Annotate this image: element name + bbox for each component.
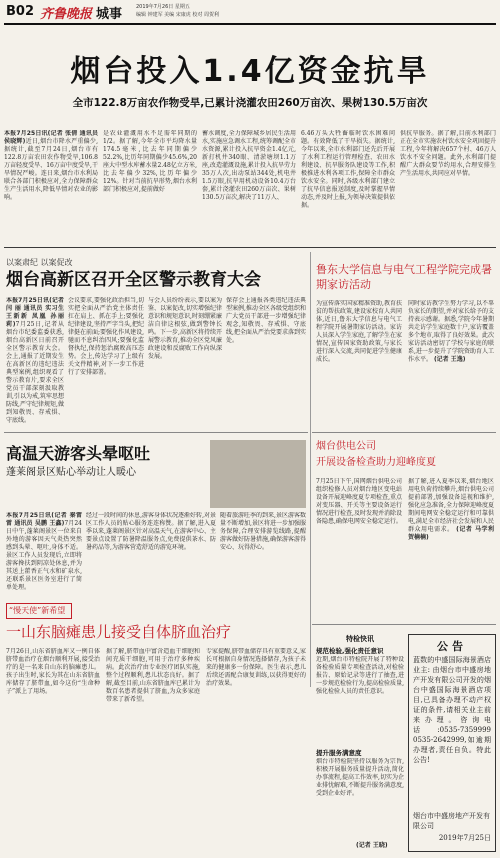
section-divider	[4, 247, 496, 248]
brief-title-2: 提升服务满意度	[316, 749, 362, 757]
notice-header: 公告	[437, 640, 467, 653]
masthead	[0, 0, 500, 22]
issue-date: 2019年7月26日 星期五	[136, 4, 190, 10]
lead-subheadline: 全市122.8万亩农作物受旱,已累计浇灌农田260万亩次、果树130.5万亩次	[72, 97, 428, 109]
edu-column-4: 保存会上通报各类违纪违法典型案例,推动全区各级党组织和广大党员干部进一步增强纪律观念,知敬畏、存戒惧、守底线,把全面从严治党要求落到实处。	[226, 297, 306, 344]
heat-headline: 高温天游客头晕呕吐	[6, 444, 151, 463]
heat-story	[6, 512, 306, 594]
edu-column-1	[6, 297, 64, 427]
power-text-2: 据了解,进入夏季以来,烟台地区用电负荷持续攀升,烟台供电公司提前部署,加强设备巡视和维护,强化应急准备,全力保障迎峰度夏期间电网安全稳定运行和可靠供电,满足全市经济社会发展和人民群众用电需求。	[408, 478, 494, 533]
edu-headline: 烟台高新区召开全区警示教育大会	[6, 270, 261, 290]
donate-column-2: 据了解,脐带血中富含造血干细胞和间充质干细胞,可用于治疗多种疾病。此次治疗由专业医疗团队实施,整个过程顺利,患儿状态良好。据了解,截至目前,山东省脐血库已累计为数百名患者提供了脐血,为众多家庭带来了新希望。	[106, 648, 200, 703]
ludong-text-2: 同时家访教学生努力学习,以不辜负家长的期望,并对家长给予的支持表示感谢。据悉,学院今年暑期共走访学生家庭数十户,家访覆盖多个地市,取得了良好效果。此次家访活动密切了学校与家庭的联系,进一步提升了学院资助育人工作水平。	[408, 300, 494, 363]
heat-subheadline: 蓬莱阁景区贴心举动让人暖心	[6, 467, 136, 478]
edu-byline: 本报7月25日讯(记者 闫 丽 通讯员 实习生 王新新 凤凰 孙丽莉)	[6, 297, 64, 328]
heat-photo	[210, 440, 306, 508]
edu-column-2: 会议要求,要强化政治担当,切实把全面从严治党主体责任扛在肩上、抓在手上;要强化纪律建设,坚持严字当头,把纪律挺在前面;要强化作风建设,驰而不息纠治四风;要强化监督执纪,保持惩治腐败高压态势。会上,传达学习了上级有关文件精神,对下一步工作进行了安排部署。	[68, 297, 144, 376]
edu-kicker: 以案肃纪 以案促改	[6, 258, 73, 267]
edu-column-3: 与会人员纷纷表示,要以案为鉴、以案促改,切实增强纪律意识和规矩意识,时刻绷紧廉洁自律这根弦,做到警钟长鸣。下一步,高新区将持续开展警示教育,推动全区党风廉政建设和反腐败工作向纵深发展。	[148, 297, 222, 360]
heat-column-1	[6, 512, 82, 594]
paper-logo: 齐鲁晚报	[40, 7, 93, 22]
lead-column-1	[4, 130, 98, 242]
lead-column-5: 供抗旱服务。据了解,目前水利部门正在全市实施农村饮水安全巩固提升工程,今年将解决657个村、46万人饮水不安全问题。此外,水利部门提醒广大群众要节约用水,合理安排生产生活用水,共同应对旱情。	[400, 130, 496, 177]
right-bottom-divider	[312, 624, 496, 625]
notice-date: 2019年7月25日	[438, 834, 491, 842]
brief-title-1: 规范检验,强化责任意识	[316, 647, 384, 655]
power-headline: 烟台供电公司	[316, 441, 376, 452]
ludong-headline: 鲁东大学信息与电气工程学院完成暑期家访活动	[316, 263, 492, 291]
notice-body: 蓝数的中盛国际海景酒店业主: 由烟台市中盛房地产开发有限公司开发的烟台中盛国际海景酒店项目,已具备办理不动产权证的条件,请相关业主前来办理。咨询电话:0535-7359999 0535-2642999,如逾期办理者,责任自负。特此公告!	[413, 656, 491, 764]
heat-column-3: 随着旅游旺季的到来,景区游客数量不断增加,景区将进一步加强服务保障,合理安排游览线路,提醒游客做好防暑措施,确保游客游得安心、玩得舒心。	[220, 512, 306, 551]
section-name: 城事	[96, 7, 123, 22]
masthead-rule	[4, 23, 496, 25]
power-column-2	[408, 478, 494, 614]
lead-text-1: 近日,烟台市降水严重偏少,据统计,截至7月24日,烟台市有122.8万亩农田农作物受旱,106.8万亩轻度受旱、16万亩中度受旱,干旱情况严峻。连日来,烟台市水利局联合各部门积极应对,全力保障群众生产生活用水,降低旱情对农业的影响。	[4, 138, 98, 201]
lead-column-2: 是农业灌溉用水不足需年同期的1/2。据了解,今年全市平均降水量174.5毫米,比去年同期偏少52.2%,比历年同期偏少45.6%,20座大中型水库蓄水量2.48亿立方米,比去年偏少32%,比历年偏少12%。针对当前抗旱形势,烟台水利部门积极应对,提前做好	[103, 130, 197, 193]
power-story	[316, 478, 494, 614]
ludong-column-2	[408, 300, 494, 422]
lead-byline: 本报7月25日讯(记者 张倩 通讯员 侯晓辉)	[4, 130, 98, 145]
power-column-1: 7月25日下午,国网烟台供电公司组织检修人员对烟台地区变电站设备开展迎峰度夏专项检查,重点对变压器、开关等主要设备运行情况进行检查,及时发现并消除设备隐患,确保电网安全稳定运行。	[316, 478, 402, 525]
heat-text-1: 7月24日中午,蓬莱阁景区一位来自外地的游客因天气炎热突然感到头晕、呕吐,身体不适。景区工作人员发现后,立即将游客搀扶到阴凉处休息,并为其送上藿香正气水和矿泉水,还联系景区医务室进行了简单处理。	[6, 520, 82, 591]
column-divider	[310, 252, 311, 687]
mid-divider-left	[4, 432, 308, 433]
lead-story	[4, 130, 496, 242]
lead-column-4: 6.46万头大牲畜临时饮水困难问题。有效降低了干旱损失。据统计,今年以来,全市水利部门还先后开展了水利工程运行管理检查、农田水利建设、抗旱服务队建设等工作,积极推进水利各项工作,保障全市群众饮水安全。同时,各级水利部门建立了抗旱信息报送制度,及时掌握旱情动态,并及时上报,为领导决策提供依据。	[301, 130, 395, 209]
donate-column-1: 7月26日,山东省脐血库又一例自体脐带血治疗在烟台顺利开展,接受治疗的是一名来自山东的脑瘫患儿。孩子出生时,家长为其在山东省脐血库储存了脐带血,如今这份“生命种子”派上了用场。	[6, 648, 100, 695]
notice-box	[408, 634, 496, 852]
ludong-story	[316, 300, 494, 422]
donate-column-3: 专家提醒,脐带血储存具有重要意义,家长可根据自身情况选择储存,为孩子未来的健康多一份保障。医生表示,患儿后续还需配合康复训练,以获得更好的治疗效果。	[206, 648, 306, 687]
brief-body-1: 近期,烟台市特检院开展了特种设备检验质量专项检查活动,对检验报告、原始记录等进行了抽查,进一步规范检验行为,提高检验质量,强化检验人员的责任意识。	[316, 656, 404, 695]
briefs-header: 特检快讯	[346, 635, 374, 643]
editor-staff: 编辑 钟建军 美编 宋康虎 校对 周贺利	[136, 12, 219, 18]
ludong-credit: (记者 王逸)	[433, 356, 466, 363]
lead-headline: 烟台投入1.4亿资金抗旱	[70, 54, 430, 89]
edu-story	[6, 297, 306, 427]
edu-text-1: 7月25日,记者从烟台市纪委监委获悉,烟台高新区日前召开全区警示教育大会。会上,通报了近期发生在高新区的违纪违法典型案例,组织观看了警示教育片,要求全区党员干部深刻汲取教训,引以为戒,筑牢思想防线,严守纪律规矩,做到知敬畏、存戒惧、守底线。	[6, 321, 64, 424]
ludong-column-1: 为宣传落实国家精准资助,教育扶贫的帮扶政策,建设家校育人共同体,近日,鲁东大学信息与电气工程学院开展暑期家访活动。家访人员深入学生家庭,了解学生在家情况,宣传国家资助政策,与家长进行深入交流,共同促进学生健康成长。	[316, 300, 402, 363]
mid-divider-right	[312, 432, 496, 433]
briefs-credit: (记者 王晓)	[356, 842, 388, 849]
heat-byline: 本报7月25日讯(记者 秦雷雷 通讯员 吴鹏 王鑫)	[6, 512, 82, 527]
briefs-box	[316, 634, 404, 850]
donate-headline: 一山东脑瘫患儿接受自体脐血治疗	[6, 623, 232, 641]
power-subheadline: 开展设备检查助力迎峰度夏	[316, 457, 436, 468]
donate-story	[6, 648, 306, 854]
lead-column-3: 蓄水调度,全力保障城乡居民生活用水,实施应急调水工程,统筹调配全市水资源,累计投入抗旱资金1.4亿元,新打机井340眼、清淤塘坝1.1万座,改造灌溉设施,累计投入抗旱劳力35万人次,出动泵站344处,机电井1.5万眼,抗旱用机动设备10.4万台套,累计浇灌农田260万亩次、果树130.5万亩次,解决了11万人、	[202, 130, 296, 201]
notice-footer: 烟台市中盛房地产开发有限公司	[413, 812, 490, 830]
donate-kicker: “慢天使”新希望	[9, 606, 66, 615]
brief-body-2: 烟台市特检院坚持以服务为宗旨,积极开展服务质量提升活动,简化办事流程,提高工作效率,切实为企业排忧解难,不断提升服务满意度,受到企业好评。	[316, 758, 404, 797]
page-number: B02	[6, 4, 34, 19]
heat-column-2: 经过一段时间的休息,游客身体状况逐渐好转,对景区工作人员的贴心服务连连称赞。据了解,进入夏季以来,蓬莱阁景区针对高温天气,在游客中心、主要景点设置了防暑降温服务点,免费提供茶水、防暑药品等,为游客营造舒适的游览环境。	[86, 512, 216, 551]
power-credit: (记者 马学利 贺楠楠)	[408, 526, 494, 541]
